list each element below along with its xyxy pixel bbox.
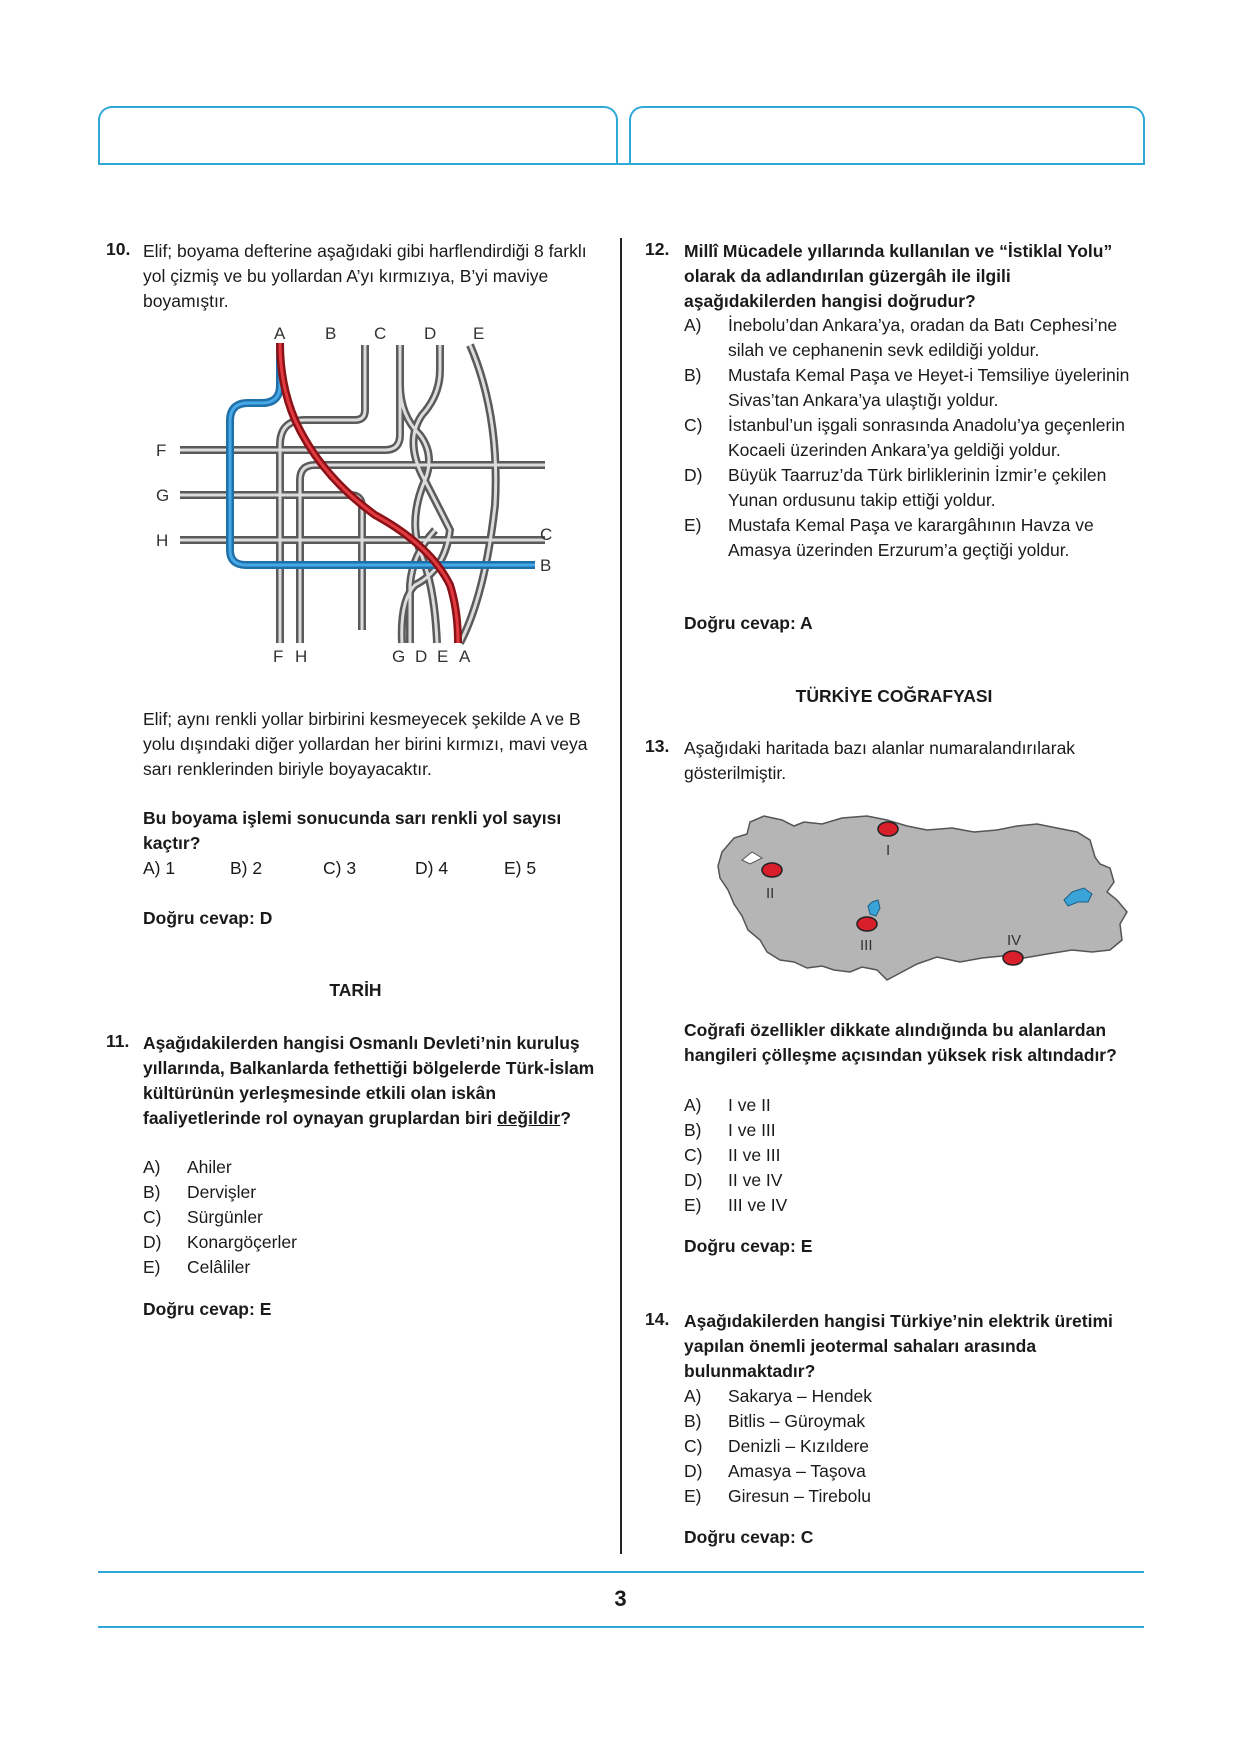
header-box-left (98, 106, 618, 164)
fig-left-label: F (156, 441, 167, 460)
q12-answer: Doğru cevap: A (684, 613, 813, 633)
section-title-cografya: TÜRKİYE COĞRAFYASI (795, 686, 993, 706)
q10-road-figure (150, 325, 570, 670)
q13-intro: Aşağıdaki haritada bazı alanlar numaralandırılarak gösterilmiştir. (684, 738, 1076, 783)
q10-option-a[interactable]: A) 1 (143, 858, 176, 878)
q14-number: 14. (645, 1309, 670, 1329)
page-number: 3 (614, 1586, 627, 1611)
fig-top-label: B (325, 325, 337, 343)
q12-option-c[interactable]: C) İstanbul’un işgali sonrasında Anadolu’ya geçenlerin Kocaeli üzerinden Ankara’ya geldiği yoldur. (684, 415, 1125, 460)
q12-option-a[interactable]: A) İnebolu’dan Ankara’ya, oradan da Batı Cephesi’ne silah ve cephanenin sevk edildiği yoldur. (684, 315, 1118, 360)
q14-question: Aşağıdakilerden hangisi Türkiye’nin elektrik üretimi yapılan önemli jeotermal sahaları arasında bulunmaktadır? (684, 1311, 1113, 1381)
q11-number: 11. (106, 1031, 130, 1051)
section-title-tarih: TARİH (329, 980, 382, 1000)
q14-option-e[interactable]: E) Giresun – Tirebolu (684, 1486, 871, 1506)
q11-option-e[interactable]: E) Celâliler (143, 1257, 251, 1277)
fig-bottom-label: D (415, 647, 428, 666)
fig-top-label: D (424, 325, 437, 343)
q11-question-main: Aşağıdakilerden hangisi Osmanlı Devleti’nin kuruluş yıllarında, Balkanlarda fethettiği bölgelerde Türk-İslam kültürünün yerleşmesinde etkili olan iskân faaliyetlerinde rol oynayan gruplardan biri (143, 1033, 595, 1128)
fig-left-label: H (156, 531, 169, 550)
q10-option-e[interactable]: E) 5 (504, 858, 537, 878)
q10-question: Bu boyama işlemi sonucunda sarı renkli yol sayısı kaçtır? (143, 808, 562, 853)
q13-question: Coğrafi özellikler dikkate alındığında bu alanlardan hangileri çölleşme açısından yüksek risk altındadır? (684, 1020, 1117, 1065)
map-label-iv: IV (1007, 932, 1022, 949)
fig-bottom-label: A (459, 647, 471, 666)
fig-right-label: C (540, 525, 553, 544)
fig-bottom-label: G (392, 647, 406, 666)
map-label-ii: II (766, 885, 775, 902)
q11-option-b[interactable]: B) Dervişler (143, 1182, 257, 1202)
q12-option-e[interactable]: E) Mustafa Kemal Paşa ve karargâhının Havza ve Amasya üzerinden Erzurum’a geçtiği yoldur. (684, 515, 1094, 560)
map-label-i: I (886, 842, 891, 859)
fig-bottom-label: E (437, 647, 449, 666)
q13-answer: Doğru cevap: E (684, 1236, 813, 1256)
q14-answer: Doğru cevap: C (684, 1527, 814, 1547)
q12-option-b[interactable]: B) Mustafa Kemal Paşa ve Heyet-i Temsiliye üyelerinin Sivas’tan Ankara’ya ulaştığı yoldur. (684, 365, 1130, 410)
q13-options (684, 1093, 1144, 1218)
footer-rule-top (98, 1571, 1144, 1573)
q11-option-d[interactable]: D) Konargöçerler (143, 1232, 297, 1252)
q13-turkey-map (712, 812, 1137, 992)
column-divider (620, 238, 622, 1554)
map-marker-iv (1003, 951, 1023, 965)
map-marker-i (878, 822, 898, 836)
q10-options (143, 856, 603, 881)
map-label-iii: III (860, 937, 873, 954)
q10-option-b[interactable]: B) 2 (230, 858, 263, 878)
q14-options (684, 1384, 1144, 1509)
q11-option-c[interactable]: C) Sürgünler (143, 1207, 263, 1227)
q10-option-c[interactable]: C) 3 (323, 858, 357, 878)
fig-right-label: B (540, 556, 552, 575)
header-box-right (629, 106, 1145, 164)
q10-number: 10. (106, 239, 131, 259)
q12-options (684, 313, 1154, 563)
q12-number: 12. (645, 239, 670, 259)
q14-option-a[interactable]: A) Sakarya – Hendek (684, 1386, 872, 1406)
fig-left-label: G (156, 486, 170, 505)
q14-option-b[interactable]: B) Bitlis – Güroymak (684, 1411, 866, 1431)
footer-rule-bottom (98, 1626, 1144, 1628)
q10-option-d[interactable]: D) 4 (415, 858, 449, 878)
map-marker-iii (857, 917, 877, 931)
q11-question-end: ? (560, 1108, 571, 1128)
q12-option-d[interactable]: D) Büyük Taarruz’da Türk birliklerinin İzmir’e çekilen Yunan ordusunu takip ettiği yoldur. (684, 465, 1107, 510)
q10-intro: Elif; boyama defterine aşağıdaki gibi harflendirdiği 8 farklı yol çizmiş ve bu yollardan A’yı kırmızıya, B’yi maviye boyamıştır. (143, 241, 587, 311)
q13-option-d[interactable]: D) II ve IV (684, 1170, 783, 1190)
q14-option-d[interactable]: D) Amasya – Taşova (684, 1461, 866, 1481)
map-marker-ii (762, 863, 782, 877)
q10-text2: Elif; aynı renkli yollar birbirini kesmeyecek şekilde A ve B yolu dışındaki diğer yollardan her birini kırmızı, mavi veya sarı renklerinden biriyle boyayacaktır. (143, 709, 588, 779)
fig-top-label: E (473, 325, 485, 343)
header-underline (98, 163, 1145, 165)
q10-answer: Doğru cevap: D (143, 908, 273, 928)
q11-answer: Doğru cevap: E (143, 1299, 272, 1319)
q13-option-c[interactable]: C) II ve III (684, 1145, 781, 1165)
q11-options (143, 1155, 603, 1280)
q11-question (143, 1031, 613, 1131)
q13-option-b[interactable]: B) I ve III (684, 1120, 776, 1140)
q13-number: 13. (645, 736, 670, 756)
q11-option-a[interactable]: A) Ahiler (143, 1157, 232, 1177)
q13-option-e[interactable]: E) III ve IV (684, 1195, 788, 1215)
fig-top-label: C (374, 325, 387, 343)
q14-option-c[interactable]: C) Denizli – Kızıldere (684, 1436, 870, 1456)
q13-option-a[interactable]: A) I ve II (684, 1095, 771, 1115)
fig-bottom-label: F (273, 647, 284, 666)
q12-question: Millî Mücadele yıllarında kullanılan ve “İstiklal Yolu” olarak da adlandırılan güzergâh ile ilgili aşağıdakilerden hangisi doğrudur? (684, 241, 1113, 311)
q11-question-underlined: değildir (497, 1108, 561, 1128)
fig-bottom-label: H (295, 647, 308, 666)
fig-top-label: A (274, 325, 286, 343)
